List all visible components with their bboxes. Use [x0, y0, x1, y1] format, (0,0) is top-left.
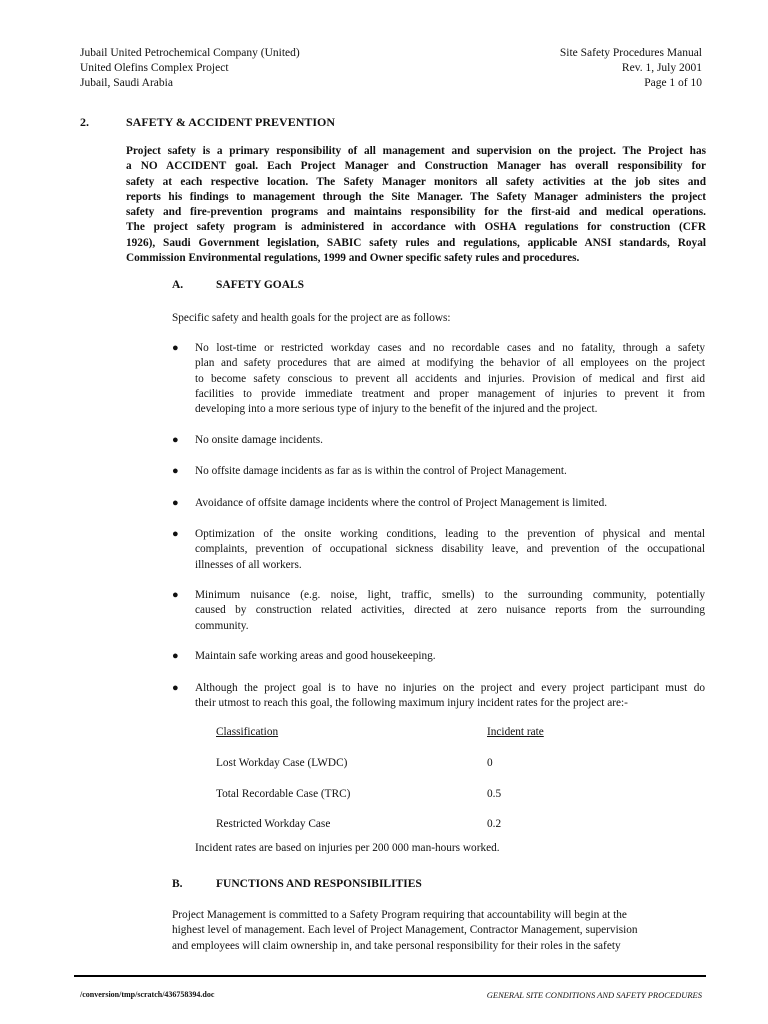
page-number: Page 1 of 10 [644, 77, 702, 89]
footer-file-path: /conversion/tmp/scratch/436758394.doc [80, 990, 215, 999]
paragraph-line: highest level of management. Each level of Project Management, Contractor Management, supervision [172, 924, 638, 937]
table-cell-classification: Total Recordable Case (TRC) [216, 788, 351, 800]
table-cell-classification: Lost Workday Case (LWDC) [216, 757, 348, 769]
table-cell-rate: 0 [487, 757, 493, 769]
intro-line: a NO ACCIDENT goal. Each Project Manager and Construction Manager has overall responsibility for [126, 160, 706, 173]
project-name: United Olefins Complex Project [80, 62, 229, 74]
header-right [560, 46, 702, 91]
bullet-line: their utmost to reach this goal, the following maximum injury incident rates for the project are:- [195, 697, 628, 710]
intro-line: safety at each respective location. The Safety Manager monitors all safety activities at the job sites and [126, 175, 706, 188]
header-left [80, 46, 300, 91]
bullet-line: illnesses of all workers. [195, 558, 302, 571]
bullet-line: complaints, prevention of occupational sickness disability leave, and prevention of the occupational [195, 543, 705, 556]
bullet-line: Optimization of the onsite working conditions, leading to the prevention of physical and mental [195, 528, 705, 540]
section-number: 2. [80, 115, 89, 129]
subsection-a-title: SAFETY GOALS [216, 279, 305, 291]
bullet-line: community. [195, 619, 249, 632]
bullet-icon: ● [172, 497, 179, 509]
bullet-line: caused by construction related activities, directed at zero nuisance reports from the surrounding [195, 604, 705, 617]
goal-bullet [195, 496, 705, 511]
bullet-line: Although the project goal is to have no injuries on the project and every project participant must do [195, 682, 705, 694]
table-cell-classification: Restricted Workday Case [216, 818, 331, 830]
table-note: Incident rates are based on injuries per 200 000 man-hours worked. [195, 842, 500, 854]
intro-line: safety and fire-prevention programs and maintains responsibility for the first-aid and medical operations. [126, 206, 706, 219]
manual-title: Site Safety Procedures Manual [559, 47, 702, 59]
intro-line: 1926), Saudi Government legislation, SABIC safety rules and regulations, applicable ANSI standards, Royal [126, 236, 706, 249]
goal-bullet [195, 433, 705, 448]
revision: Rev. 1, July 2001 [621, 62, 702, 74]
goal-bullet [195, 464, 705, 479]
bullet-icon: ● [172, 434, 179, 446]
bullet-icon: ● [172, 589, 179, 601]
bullet-line: No lost-time or restricted workday cases and no recordable cases and no fatality, through a safety [195, 342, 705, 354]
section-title: SAFETY & ACCIDENT PREVENTION [126, 115, 336, 129]
bullet-line: plan and safety procedures that are aimed at modifying the behavior of all employees on the project [195, 357, 705, 370]
intro-line: The project safety program is administered in accordance with OSHA regulations for construction (CFR [126, 221, 706, 234]
goal-bullet [195, 527, 705, 573]
subsection-b-title: FUNCTIONS AND RESPONSIBILITIES [216, 878, 422, 890]
bullet-line: Minimum nuisance (e.g. noise, light, traffic, smells) to the surrounding community, potentially [195, 589, 705, 601]
goal-bullet [195, 588, 705, 634]
footer-document-title: GENERAL SITE CONDITIONS AND SAFETY PROCEDURES [486, 990, 702, 1000]
footer-divider [74, 975, 706, 977]
bullet-icon: ● [172, 682, 179, 694]
table-header-incident-rate: Incident rate [487, 726, 544, 738]
bullet-line: No onsite damage incidents. [195, 434, 324, 446]
responsibilities-paragraph [172, 908, 706, 954]
location: Jubail, Saudi Arabia [80, 77, 173, 89]
intro-line: reports his findings to management through the Site Manager. The Safety Manager administers the project [126, 190, 706, 203]
safety-goals-lead: Specific safety and health goals for the project are as follows: [172, 312, 451, 324]
paragraph-line: and employees will claim ownership in, and take personal responsibility for their roles in the safety [172, 939, 621, 952]
intro-line: Commission Environmental regulations, 1999 and Owner specific safety rules and procedures. [126, 252, 580, 265]
bullet-line: facilities to provide immediate treatment and proper management of injuries to prevent it from [195, 387, 705, 400]
company-name: Jubail United Petrochemical Company (United) [80, 47, 300, 59]
table-cell-rate: 0.2 [487, 818, 502, 830]
bullet-icon: ● [172, 342, 179, 354]
bullet-line: Maintain safe working areas and good housekeeping. [195, 650, 436, 662]
bullet-icon: ● [172, 528, 179, 540]
goal-bullet [195, 681, 705, 712]
bullet-line: to become safety conscious to prevent all accidents and injuries. Provision of medical and first aid [195, 372, 705, 385]
goal-bullet [195, 341, 705, 417]
table-cell-rate: 0.5 [487, 788, 502, 800]
bullet-icon: ● [172, 650, 179, 662]
bullet-line: developing into a more serious type of injury to the benefit of the injured and the project. [195, 403, 598, 416]
bullet-line: Avoidance of offsite damage incidents where the control of Project Management is limited. [195, 497, 608, 509]
subsection-b-letter: B. [172, 878, 183, 890]
table-header-classification: Classification [216, 726, 279, 738]
goal-bullet [195, 649, 705, 664]
intro-line: Project safety is a primary responsibility of all management and supervision on the project. The Project has [126, 145, 706, 157]
paragraph-line: Project Management is committed to a Safety Program requiring that accountability will begin at the [172, 909, 627, 921]
subsection-a-letter: A. [172, 279, 184, 291]
bullet-line: No offsite damage incidents as far as is within the control of Project Management. [195, 465, 567, 477]
bullet-icon: ● [172, 465, 179, 477]
intro-paragraph [126, 144, 706, 266]
